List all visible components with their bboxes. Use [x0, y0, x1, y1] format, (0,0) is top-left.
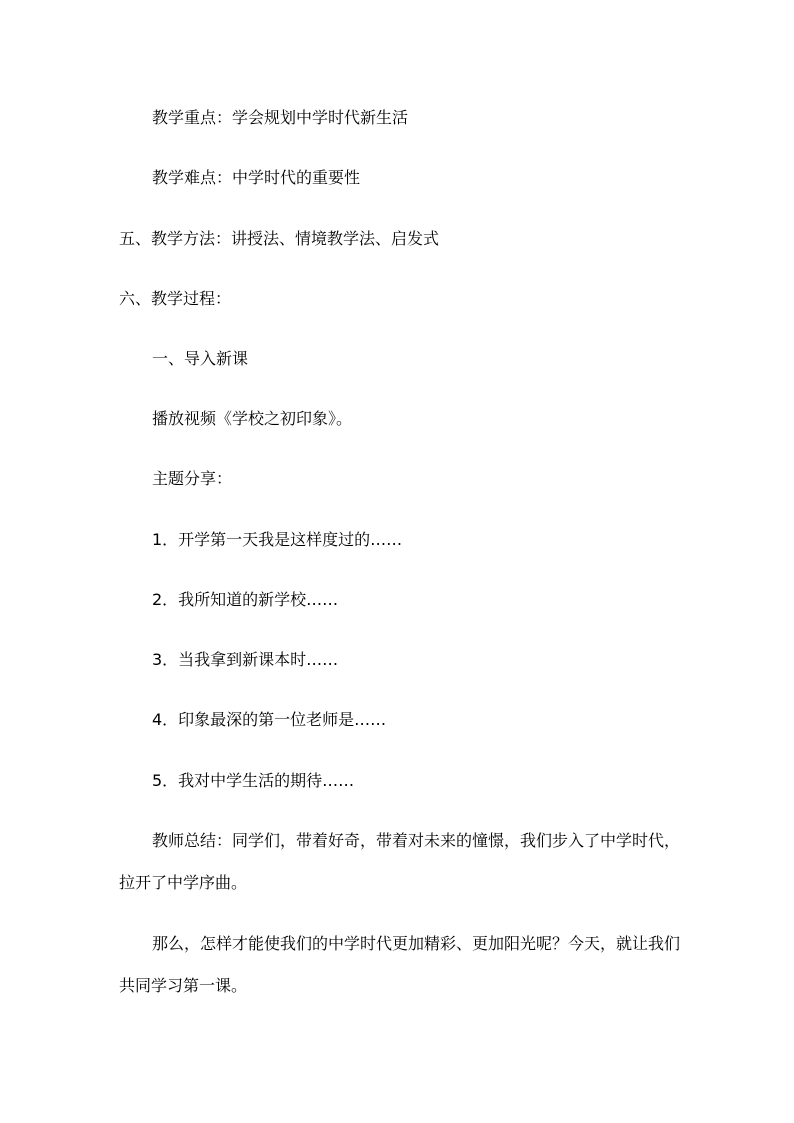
list-item: 5．我对中学生活的期待…… [152, 771, 355, 790]
teaching-methods-heading: 五、教学方法：讲授法、情境教学法、启发式 [119, 229, 440, 248]
teacher-summary-line-2: 拉开了中学序曲。 [119, 873, 248, 892]
list-item: 4．印象最深的第一位老师是…… [152, 710, 387, 729]
teacher-summary-line-1: 教师总结：同学们，带着好奇，带着对未来的憧憬，我们步入了中学时代， [152, 831, 681, 850]
teaching-difficulty-line: 教学难点：中学时代的重要性 [152, 168, 361, 187]
list-item: 3．当我拿到新课本时…… [152, 650, 339, 669]
closing-paragraph-line-2: 共同学习第一课。 [119, 976, 248, 995]
play-video-line: 播放视频《学校之初印象》。 [152, 409, 353, 428]
list-item: 2．我所知道的新学校…… [152, 590, 339, 609]
list-item: 1．开学第一天我是这样度过的…… [152, 530, 403, 549]
teaching-focus-line: 教学重点：学会规划中学时代新生活 [152, 108, 409, 127]
topic-sharing-label: 主题分享： [152, 469, 233, 488]
teaching-process-heading: 六、教学过程： [119, 289, 232, 308]
intro-lesson-heading: 一、导入新课 [152, 349, 249, 368]
closing-paragraph-line-1: 那么，怎样才能使我们的中学时代更加精彩、更加阳光呢？今天，就让我们 [152, 934, 681, 953]
